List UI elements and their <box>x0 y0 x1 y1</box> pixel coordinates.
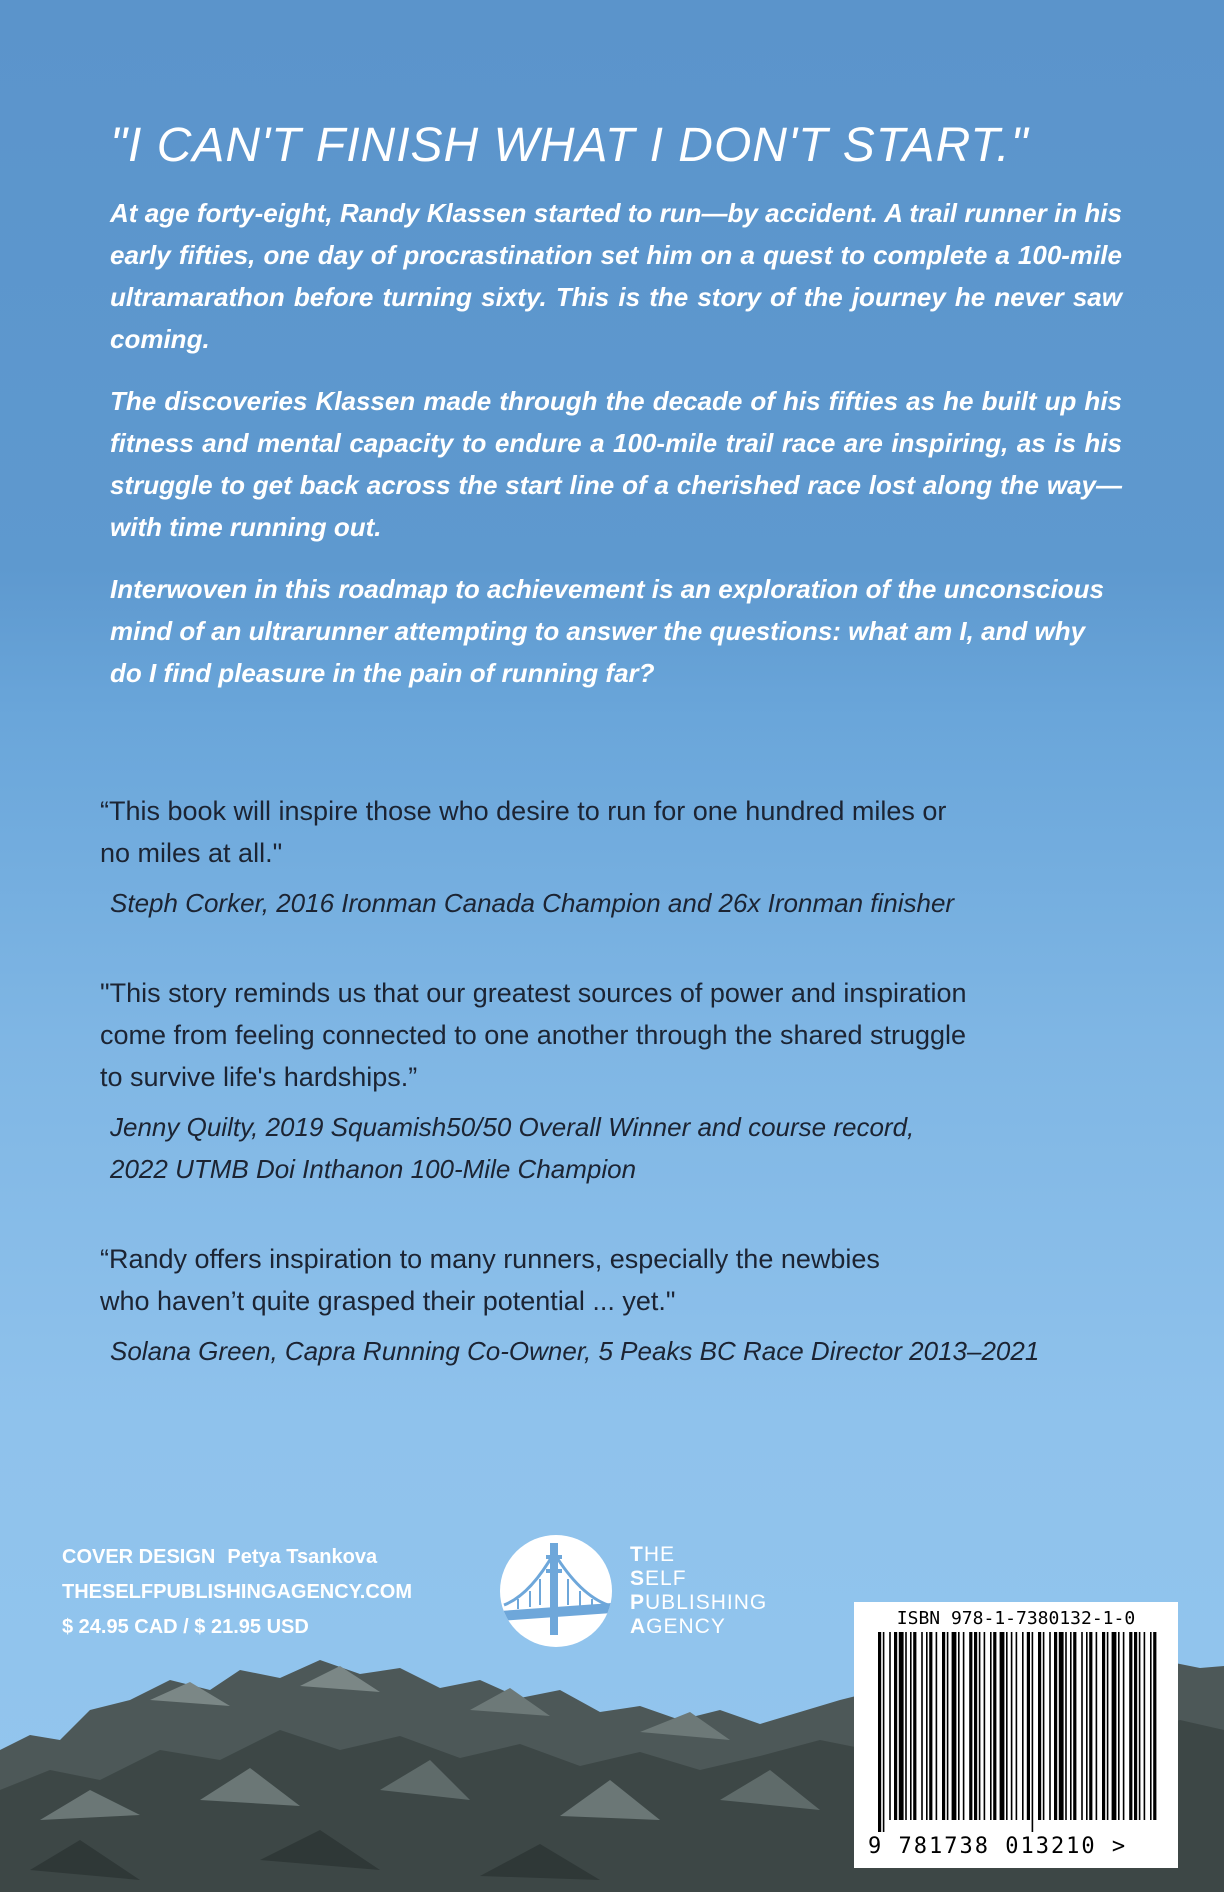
barcode-bar <box>942 1632 945 1820</box>
barcode-bar <box>1112 1632 1117 1820</box>
barcode-bar <box>958 1632 960 1820</box>
endorsement-text: “Randy offers inspiration to many runners, especially the newbies who haven’t quite grasped their potential ... yet." <box>100 1244 880 1316</box>
endorsement-attribution: Jenny Quilty, 2019 Squamish50/50 Overall Winner and course record, 2022 UTMB Doi Inthanon 100-Mile Champion <box>110 1112 915 1184</box>
blurb-paragraph: Interwoven in this roadmap to achievement is an exploration of the unconscious mind of an ultrarunner attempting to answer the questions: what am I, and why do I find pleasure in the pain of running far? <box>110 574 1104 688</box>
barcode-bar <box>1065 1632 1067 1820</box>
barcode-bar <box>1139 1632 1141 1820</box>
barcode-bar <box>1027 1632 1030 1820</box>
barcode-bar <box>1089 1632 1092 1820</box>
barcode-bar <box>1129 1632 1132 1820</box>
endorsement-attribution: Solana Green, Capra Running Co-Owner, 5 Peaks BC Race Director 2013–2021 <box>110 1336 1040 1366</box>
barcode-bar <box>878 1632 881 1832</box>
publisher-initial: T <box>630 1543 644 1566</box>
publisher-word: HE <box>643 1543 676 1566</box>
publisher-initial: S <box>630 1567 646 1590</box>
barcode-bar <box>1123 1632 1125 1820</box>
barcode-bar <box>926 1632 928 1820</box>
blurb-paragraph: The discoveries Klassen made through the decade of his fifties as he built up his fitness and mental capacity to endure a 100-mile trail race are inspiring, as is his struggle to get back across the start line of a cherished race lost along the way—with time running out. <box>110 386 1122 542</box>
barcode-bar <box>1073 1632 1076 1820</box>
publisher-website: THESELFPUBLISHINGAGENCY.COM <box>62 1581 413 1603</box>
barcode-bar <box>990 1632 992 1820</box>
publisher-word: GENCY <box>646 1615 726 1638</box>
designer-name: Petya Tsankova <box>227 1546 378 1568</box>
barcode-bar <box>974 1632 977 1820</box>
endorsement-text: "This story reminds us that our greatest sources of power and inspiration come from feeling connected to one another through the shared struggle to survive life's hardships.” <box>100 978 967 1092</box>
barcode-bar <box>1118 1632 1120 1820</box>
barcode-bar <box>905 1632 907 1820</box>
barcode-bar <box>993 1632 996 1820</box>
barcode-bar <box>952 1632 957 1820</box>
endorsement <box>100 1238 1160 1372</box>
publisher-logo <box>500 1535 767 1647</box>
barcode-bar <box>1096 1632 1098 1820</box>
barcode-bar <box>1107 1632 1109 1820</box>
endorsements <box>100 790 1160 1420</box>
barcode-bar <box>913 1632 916 1820</box>
endorsement-attribution: Steph Corker, 2016 Ironman Canada Champion and 26x Ironman finisher <box>110 888 955 918</box>
publisher-initial: A <box>630 1615 647 1638</box>
barcode-bar <box>1038 1632 1041 1820</box>
barcode-bar <box>929 1632 932 1820</box>
barcode-bar <box>1086 1632 1088 1820</box>
barcode-bar <box>910 1632 912 1820</box>
bridge-logo-icon <box>500 1535 612 1647</box>
barcode-bar <box>1000 1632 1005 1820</box>
publisher-name <box>630 1543 767 1639</box>
headline: "I CAN'T FINISH WHAT I DON'T START." <box>110 119 1029 172</box>
barcode-digits: 9 781738 013210 > <box>868 1834 1128 1859</box>
barcode-bar <box>963 1632 965 1820</box>
barcode-bar <box>1049 1632 1051 1820</box>
barcode-bar <box>1150 1632 1152 1820</box>
barcode-bar <box>1043 1632 1045 1820</box>
barcode-bar <box>1022 1632 1024 1820</box>
design-label: COVER DESIGN <box>62 1546 216 1568</box>
barcode-bar <box>1032 1632 1034 1832</box>
price: $ 24.95 CAD / $ 21.95 USD <box>62 1616 309 1638</box>
barcode-bar <box>1011 1632 1013 1820</box>
barcode-icon <box>878 1632 1178 1832</box>
cover-credits <box>62 1540 412 1645</box>
barcode-bar <box>883 1632 885 1832</box>
publisher-initial: P <box>630 1591 646 1614</box>
barcode-bar <box>1102 1632 1105 1820</box>
barcode-bar <box>1059 1632 1064 1820</box>
barcode-bar <box>921 1632 923 1820</box>
isbn-number: ISBN 978-1-7380132-1-0 <box>896 1608 1136 1629</box>
blurb-paragraph: At age forty-eight, Randy Klassen started to run—by accident. A trail runner in his early fifties, one day of procrastination set him on a quest to complete a 100-mile ultramarathon before turning sixty. This is the story of the journey he never saw coming. <box>110 198 1122 354</box>
barcode-bar <box>979 1632 981 1820</box>
barcode-bar <box>889 1632 891 1820</box>
barcode-bar <box>969 1632 972 1820</box>
barcode-bar <box>894 1632 897 1820</box>
barcode-bar <box>1153 1632 1156 1820</box>
barcode-bar <box>899 1632 904 1820</box>
book-blurb <box>110 192 1122 714</box>
barcode-bar <box>1144 1632 1146 1820</box>
endorsement-text: “This book will inspire those who desire to run for one hundred miles or no miles at all." <box>100 796 947 868</box>
barcode-bar <box>1070 1632 1072 1820</box>
barcode-bar <box>1134 1632 1137 1820</box>
publisher-word: ELF <box>645 1567 687 1590</box>
isbn-barcode <box>854 1602 1178 1868</box>
barcode-bar <box>1016 1632 1018 1820</box>
design-credit <box>62 1540 412 1575</box>
barcode-bar <box>947 1632 949 1820</box>
barcode-bar <box>1081 1632 1083 1820</box>
barcode-bar <box>1006 1632 1008 1820</box>
barcode-bar <box>936 1632 938 1820</box>
publisher-word: UBLISHING <box>645 1591 768 1614</box>
barcode-bar <box>1054 1632 1057 1820</box>
endorsement <box>100 972 1160 1190</box>
endorsement <box>100 790 1160 924</box>
barcode-bar <box>984 1632 986 1820</box>
